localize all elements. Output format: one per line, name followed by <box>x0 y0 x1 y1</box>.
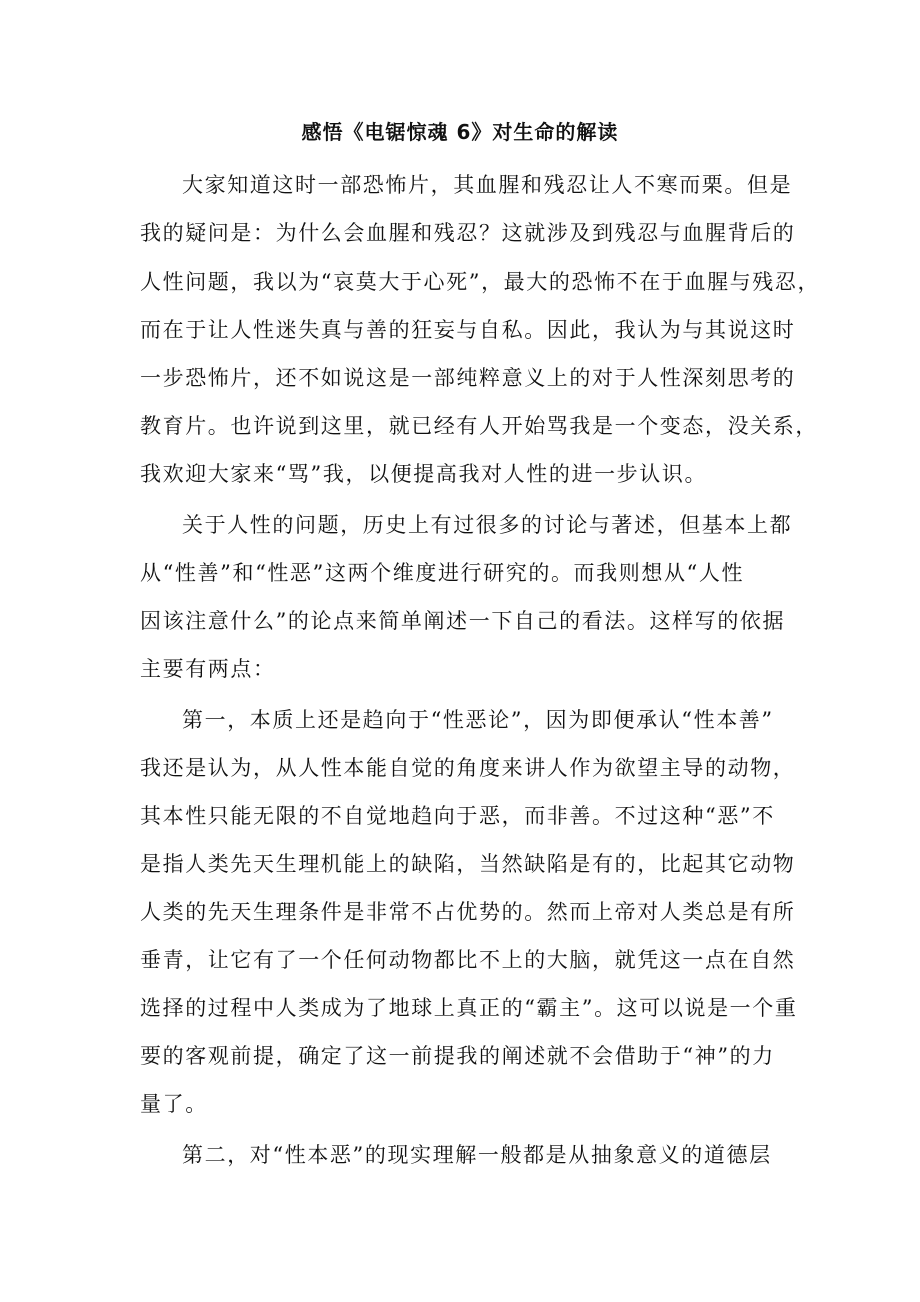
paragraph-2-line-3: 因该注意什么”的论点来简单阐述一下自己的看法。这样写的依据 <box>140 609 786 633</box>
paragraph-3-line-7: 选择的过程中人类成为了地球上真正的“霸主”。这可以说是一个重 <box>140 996 798 1020</box>
paragraph-1-line-7: 我欢迎大家来“骂”我，以便提高我对人性的进一步认识。 <box>140 462 708 486</box>
paragraph-3-line-8: 要的客观前提，确定了这一前提我的阐述就不会借助于“神”的力 <box>140 1044 775 1068</box>
paragraph-2-line-4: 主要有两点： <box>140 657 276 681</box>
paragraph-3-line-5: 人类的先天生理条件是非常不占优势的。然而上帝对人类总是有所 <box>140 900 796 924</box>
paragraph-3-line-3: 其本性只能无限的不自觉地趋向于恶，而非善。不过这种“恶”不 <box>140 804 775 828</box>
paragraph-1-line-4: 而在于让人性迷失真与善的狂妄与自私。因此，我认为与其说这时 <box>140 318 796 342</box>
paragraph-3-line-4: 是指人类先天生理机能上的缺陷，当然缺陷是有的，比起其它动物 <box>140 852 796 876</box>
paragraph-3-line-9: 量了。 <box>140 1092 208 1116</box>
paragraph-3-line-1: 第一，本质上还是趋向于“性恶论”，因为即便承认“性本善” <box>182 708 774 732</box>
paragraph-3-line-6: 垂青，让它有了一个任何动物都比不上的大脑，就凭这一点在自然 <box>140 948 796 972</box>
paragraph-1-line-5: 一步恐怖片，还不如说这是一部纯粹意义上的对于人性深刻思考的 <box>140 366 796 390</box>
paragraph-2-line-1: 关于人性的问题，历史上有过很多的讨论与著述，但基本上都 <box>182 513 793 537</box>
paragraph-1-line-2: 我的疑问是：为什么会血腥和残忍？这就涉及到残忍与血腥背后的 <box>140 221 796 245</box>
paragraph-2-line-2: 从“性善”和“性恶”这两个维度进行研究的。而我则想从“人性 <box>140 561 745 585</box>
paragraph-3-line-2: 我还是认为，从人性本能自觉的角度来讲人作为欲望主导的动物， <box>140 756 796 780</box>
page-title: 感悟《电锯惊魂 6》对生命的解读 <box>301 120 619 144</box>
paragraph-1-line-1: 大家知道这时一部恐怖片，其血腥和残忍让人不寒而栗。但是 <box>182 173 793 197</box>
paragraph-4-line-1: 第二，对“性本恶”的现实理解一般都是从抽象意义的道德层 <box>182 1143 772 1167</box>
paragraph-1-line-6: 教育片。也许说到这里，就已经有人开始骂我是一个变态，没关系， <box>140 414 818 438</box>
paragraph-1-line-3: 人性问题，我以为“哀莫大于心死”，最大的恐怖不在于血腥与残忍， <box>140 270 821 294</box>
